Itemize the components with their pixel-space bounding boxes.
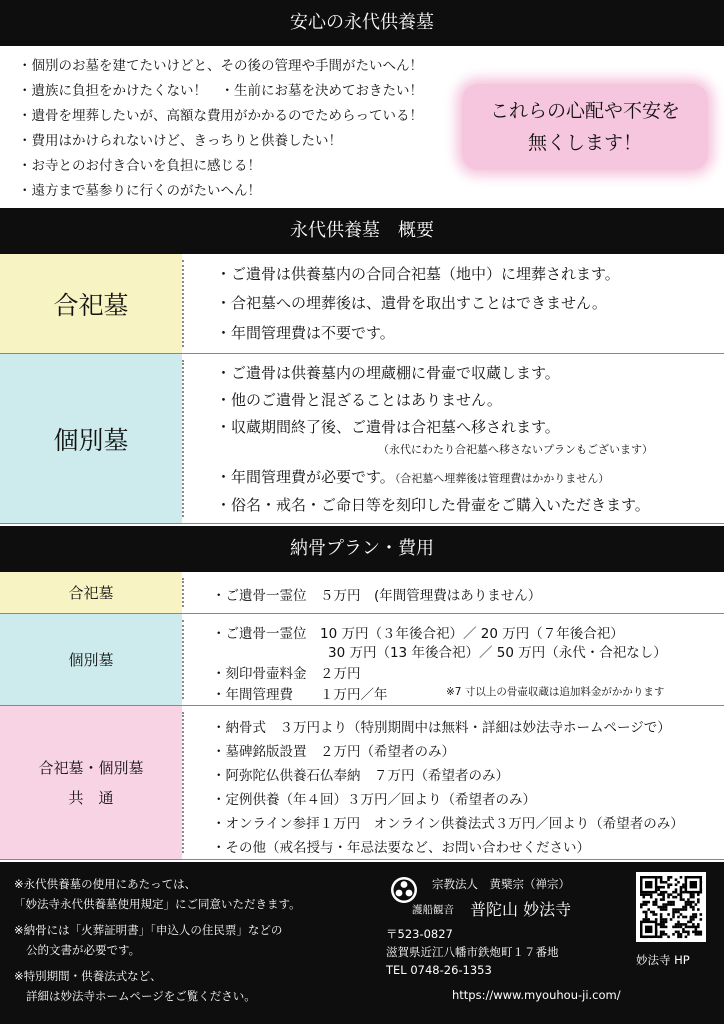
reassurance-callout (462, 84, 708, 170)
plan-line: ・納骨式 ３万円より（特別期間中は無料・詳細は妙法寺ホームページで） (212, 720, 671, 736)
footer-note: ※特別期間・供養法式など、 (14, 969, 162, 983)
row-label (0, 572, 182, 613)
row-label-text: 共 通 (68, 788, 114, 807)
row-label (0, 706, 182, 859)
worry-item: ・遺骨を埋葬したいが、高額な費用がかかるのでためらっている！ (18, 108, 423, 124)
footer-zip: 〒523-0827 (386, 927, 453, 941)
plan-note: ※7 寸以上の骨壷収蔵は追加料金がかかります (446, 686, 665, 698)
overview-line: ・ご遺骨は供養墓内の埋蔵棚に骨壷で収蔵します。 (216, 364, 560, 382)
footer-note: ※永代供養墓の使用にあたっては、 (14, 877, 197, 891)
worry-item: ・個別のお墓を建てたいけどと、その後の管理や手間がたいへん！ (18, 58, 423, 74)
footer-org: 宗教法人 黄檗宗（禅宗） (432, 877, 570, 891)
plan-line: ・定例供養（年４回）３万円／回より（希望者のみ） (212, 792, 536, 808)
footer-note: 公的文書が必要です。 (26, 943, 141, 957)
footer-note: ※納骨には「火葬証明書」「申込人の住民票」などの (14, 923, 283, 937)
overview-line: ・収蔵期間終了後、ご遺骨は合祀墓へ移されます。 (216, 418, 560, 436)
footer-temple-name: 普陀山 妙法寺 (470, 900, 572, 919)
plan-row-common (0, 706, 724, 860)
worry-item: ・遺族に負担をかけたくない！ ・生前にお墓を決めておきたい！ (18, 83, 423, 99)
row-label (0, 614, 182, 705)
callout-line: これらの心配や不安を (489, 100, 680, 122)
overview-line: ・年間管理費は不要です。 (216, 324, 395, 342)
overview-line: ・他のご遺骨と混ざることはありません。 (216, 391, 502, 409)
plan-line: ・その他（戒名授与・年忌法要など、お問い合わせください） (212, 840, 590, 856)
footer-note: 「妙法寺永代供養墓使用規定」にご同意いただきます。 (14, 897, 301, 911)
plan-line: ・墓碑銘版設置 ２万円（希望者のみ） (212, 744, 455, 760)
overview-line: ・合祀墓への埋葬後は、遺骨を取出すことはできません。 (216, 294, 607, 312)
row-label-text: 合祀墓 (68, 583, 114, 602)
worry-item: ・遠方まで墓参りに行くのがたいへん！ (18, 183, 261, 199)
callout-line: 無くします！ (527, 132, 642, 154)
plan-line: ・刻印骨壷料金 ２万円 (212, 666, 361, 682)
dotted-divider (182, 712, 184, 853)
dotted-divider (182, 260, 184, 347)
section-title: 安心の永代供養墓 (290, 12, 434, 33)
row-label-text: 合祀墓・個別墓 (38, 758, 144, 777)
overview-note: （永代にわたり合祀墓へ移さないプランもございます） (378, 443, 653, 456)
footer-note: 詳細は妙法寺ホームページをご覧ください。 (26, 989, 256, 1003)
qr-code-icon[interactable] (636, 872, 706, 942)
temple-crest-icon (390, 876, 418, 904)
footer-url[interactable]: https://www.myouhou-ji.com/ (452, 988, 621, 1002)
plan-row-goushi (0, 572, 724, 614)
dotted-divider (182, 360, 184, 517)
worry-item: ・費用はかけられないけど、きっちりと供養したい！ (18, 133, 342, 149)
row-label: 合祀墓 (0, 254, 182, 353)
footer-tel: TEL 0748-26-1353 (386, 963, 492, 977)
section-title: 永代供養墓 概要 (290, 220, 434, 241)
worry-item: ・お寺とのお付き合いを負担に感じる！ (18, 158, 261, 174)
qr-caption: 妙法寺 HP (636, 953, 690, 967)
plan-line: ・年間管理費 １万円／年 (212, 687, 388, 703)
overview-line: ・俗名・戒名・ご命日等を刻印した骨壷をご購入いただきます。 (216, 496, 650, 514)
section-title: 納骨プラン・費用 (290, 538, 434, 559)
overview-row-kobetsu (0, 354, 724, 524)
overview-line (216, 466, 609, 487)
overview-row-goushi (0, 254, 724, 354)
footer (0, 862, 724, 1024)
row-label: 個別墓 (0, 354, 182, 523)
section-header-anshin (0, 0, 724, 46)
row-label-text: 個別墓 (68, 650, 114, 669)
plan-row-kobetsu (0, 614, 724, 706)
plan-line: ・ご遺骨一霊位 ５万円 (年間管理費はありません） (212, 588, 542, 604)
plan-line: 30 万円（13 年後合祀）／ 50 万円（永代・合祀なし） (328, 645, 667, 661)
overview-line: ・ご遺骨は供養墓内の合同合祀墓（地中）に埋葬されます。 (216, 265, 620, 283)
dotted-divider (182, 620, 184, 699)
overview-line-text: ・年間管理費が必要です。 (216, 468, 395, 486)
plan-line: ・阿弥陀仏供養石仏奉納 ７万円（希望者のみ） (212, 768, 509, 784)
overview-line-note: （合祀墓へ埋葬後は管理費はかかりません） (394, 472, 610, 485)
plan-line: ・オンライン参拝１万円 オンライン供養法式３万円／回より（希望者のみ） (212, 816, 684, 832)
section-header-plans (0, 526, 724, 572)
dotted-divider (182, 578, 184, 607)
worries-list (0, 46, 724, 206)
section-header-overview (0, 208, 724, 254)
footer-sub: 護船観音 (412, 904, 454, 916)
plan-line: ・ご遺骨一霊位 10 万円（３年後合祀）／ 20 万円（７年後合祀） (212, 626, 624, 642)
footer-address: 滋賀県近江八幡市鉄炮町１７番地 (386, 945, 559, 959)
